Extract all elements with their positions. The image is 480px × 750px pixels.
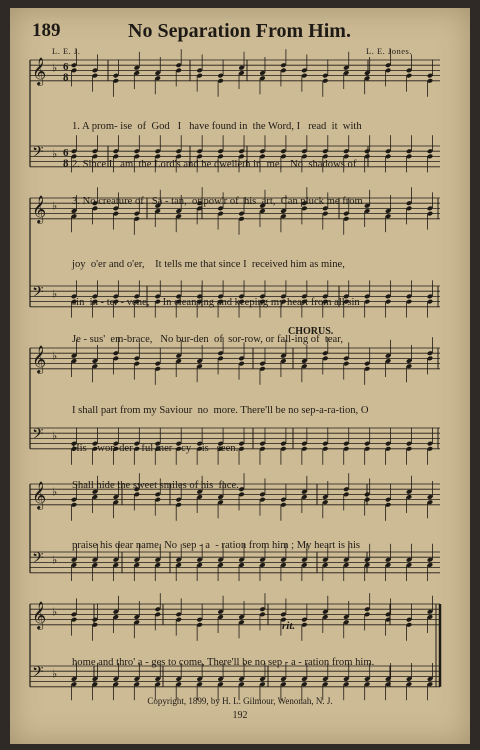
ritardando-mark: rit. [282, 620, 296, 632]
lyrics-system-3 [72, 380, 452, 518]
bass-clef: 𝄢 [32, 663, 44, 685]
treble-clef: 𝄞 [32, 601, 47, 630]
lyric-line: joy o'er and o'er, It tells me that since I received him as mine, [72, 259, 345, 270]
lyric-line: praise his dear name, No sep - a - ration from him ; My heart is his [72, 540, 361, 551]
lyric-line: sin in - ter - vene, In cleansing and keeping my heart from all sin [72, 296, 360, 308]
flat-sign: ♭ [52, 486, 58, 499]
bass-clef: 𝄢 [32, 549, 44, 571]
flat-sign: ♭ [52, 148, 58, 161]
flat-sign: ♭ [52, 554, 58, 567]
lyric-line: Je - sus' em-brace, No bur-den of sor-row, or fall-ing of tear, [72, 334, 344, 345]
copyright-notice: Copyright, 1899, by H. L. Gilmour, Wenonah, N. J. [147, 696, 333, 706]
lyric-line: 2. Since I am the Lord's and he dwelleth in me, No shadows of [72, 158, 357, 170]
flat-sign: ♭ [52, 62, 58, 75]
bass-clef: 𝄢 [32, 143, 44, 165]
lyrics-system-1 [72, 96, 452, 234]
music-credit: L. E. Jones. [366, 46, 412, 56]
hymn-title: No Separation From Him. [128, 20, 351, 42]
treble-clef: 𝄞 [32, 195, 47, 224]
chorus-label: CHORUS. [288, 326, 334, 337]
flat-sign: ♭ [52, 668, 58, 681]
lyric-line: His won-der - ful mer - cy is seen. [72, 442, 239, 454]
flat-sign: ♭ [52, 350, 58, 363]
lyrics-system-5 [72, 632, 452, 695]
bass-clef: 𝄢 [32, 425, 44, 447]
lyrics-system-4 [72, 515, 452, 578]
treble-clef: 𝄞 [32, 345, 47, 374]
flat-sign: ♭ [52, 288, 58, 301]
time-signature: 6 [63, 60, 69, 73]
page-number: 192 [232, 710, 248, 721]
hymn-number: 189 [32, 20, 61, 41]
treble-clef: 𝄞 [32, 481, 47, 510]
lyric-line: 1. A prom- ise of God I have found in the Word, I read it with [72, 121, 362, 132]
flat-sign: ♭ [52, 430, 58, 443]
lyric-line: I shall part from my Saviour no more. There'll be no sep-a-ra-tion, O [72, 405, 369, 416]
time-signature: 8 [63, 157, 69, 170]
time-signature: 6 [63, 146, 69, 159]
lyrics-system-2 [72, 234, 452, 372]
flat-sign: ♭ [52, 200, 58, 213]
words-credit: L. E. J. [52, 46, 81, 56]
hymn-page [10, 8, 470, 744]
lyric-line: Shall hide the sweet smiles of his face. [72, 480, 239, 491]
time-signature: 8 [63, 71, 69, 84]
flat-sign: ♭ [52, 606, 58, 619]
treble-clef: 𝄞 [32, 57, 47, 86]
bass-clef: 𝄢 [32, 283, 44, 305]
lyric-line: 3. No creature of Sa - tan, or pow'r of his art, Can pluck me from [72, 196, 363, 207]
lyric-line: home and thro' a - ges to come, There'll be no sep - a - ration from him. [72, 657, 375, 668]
